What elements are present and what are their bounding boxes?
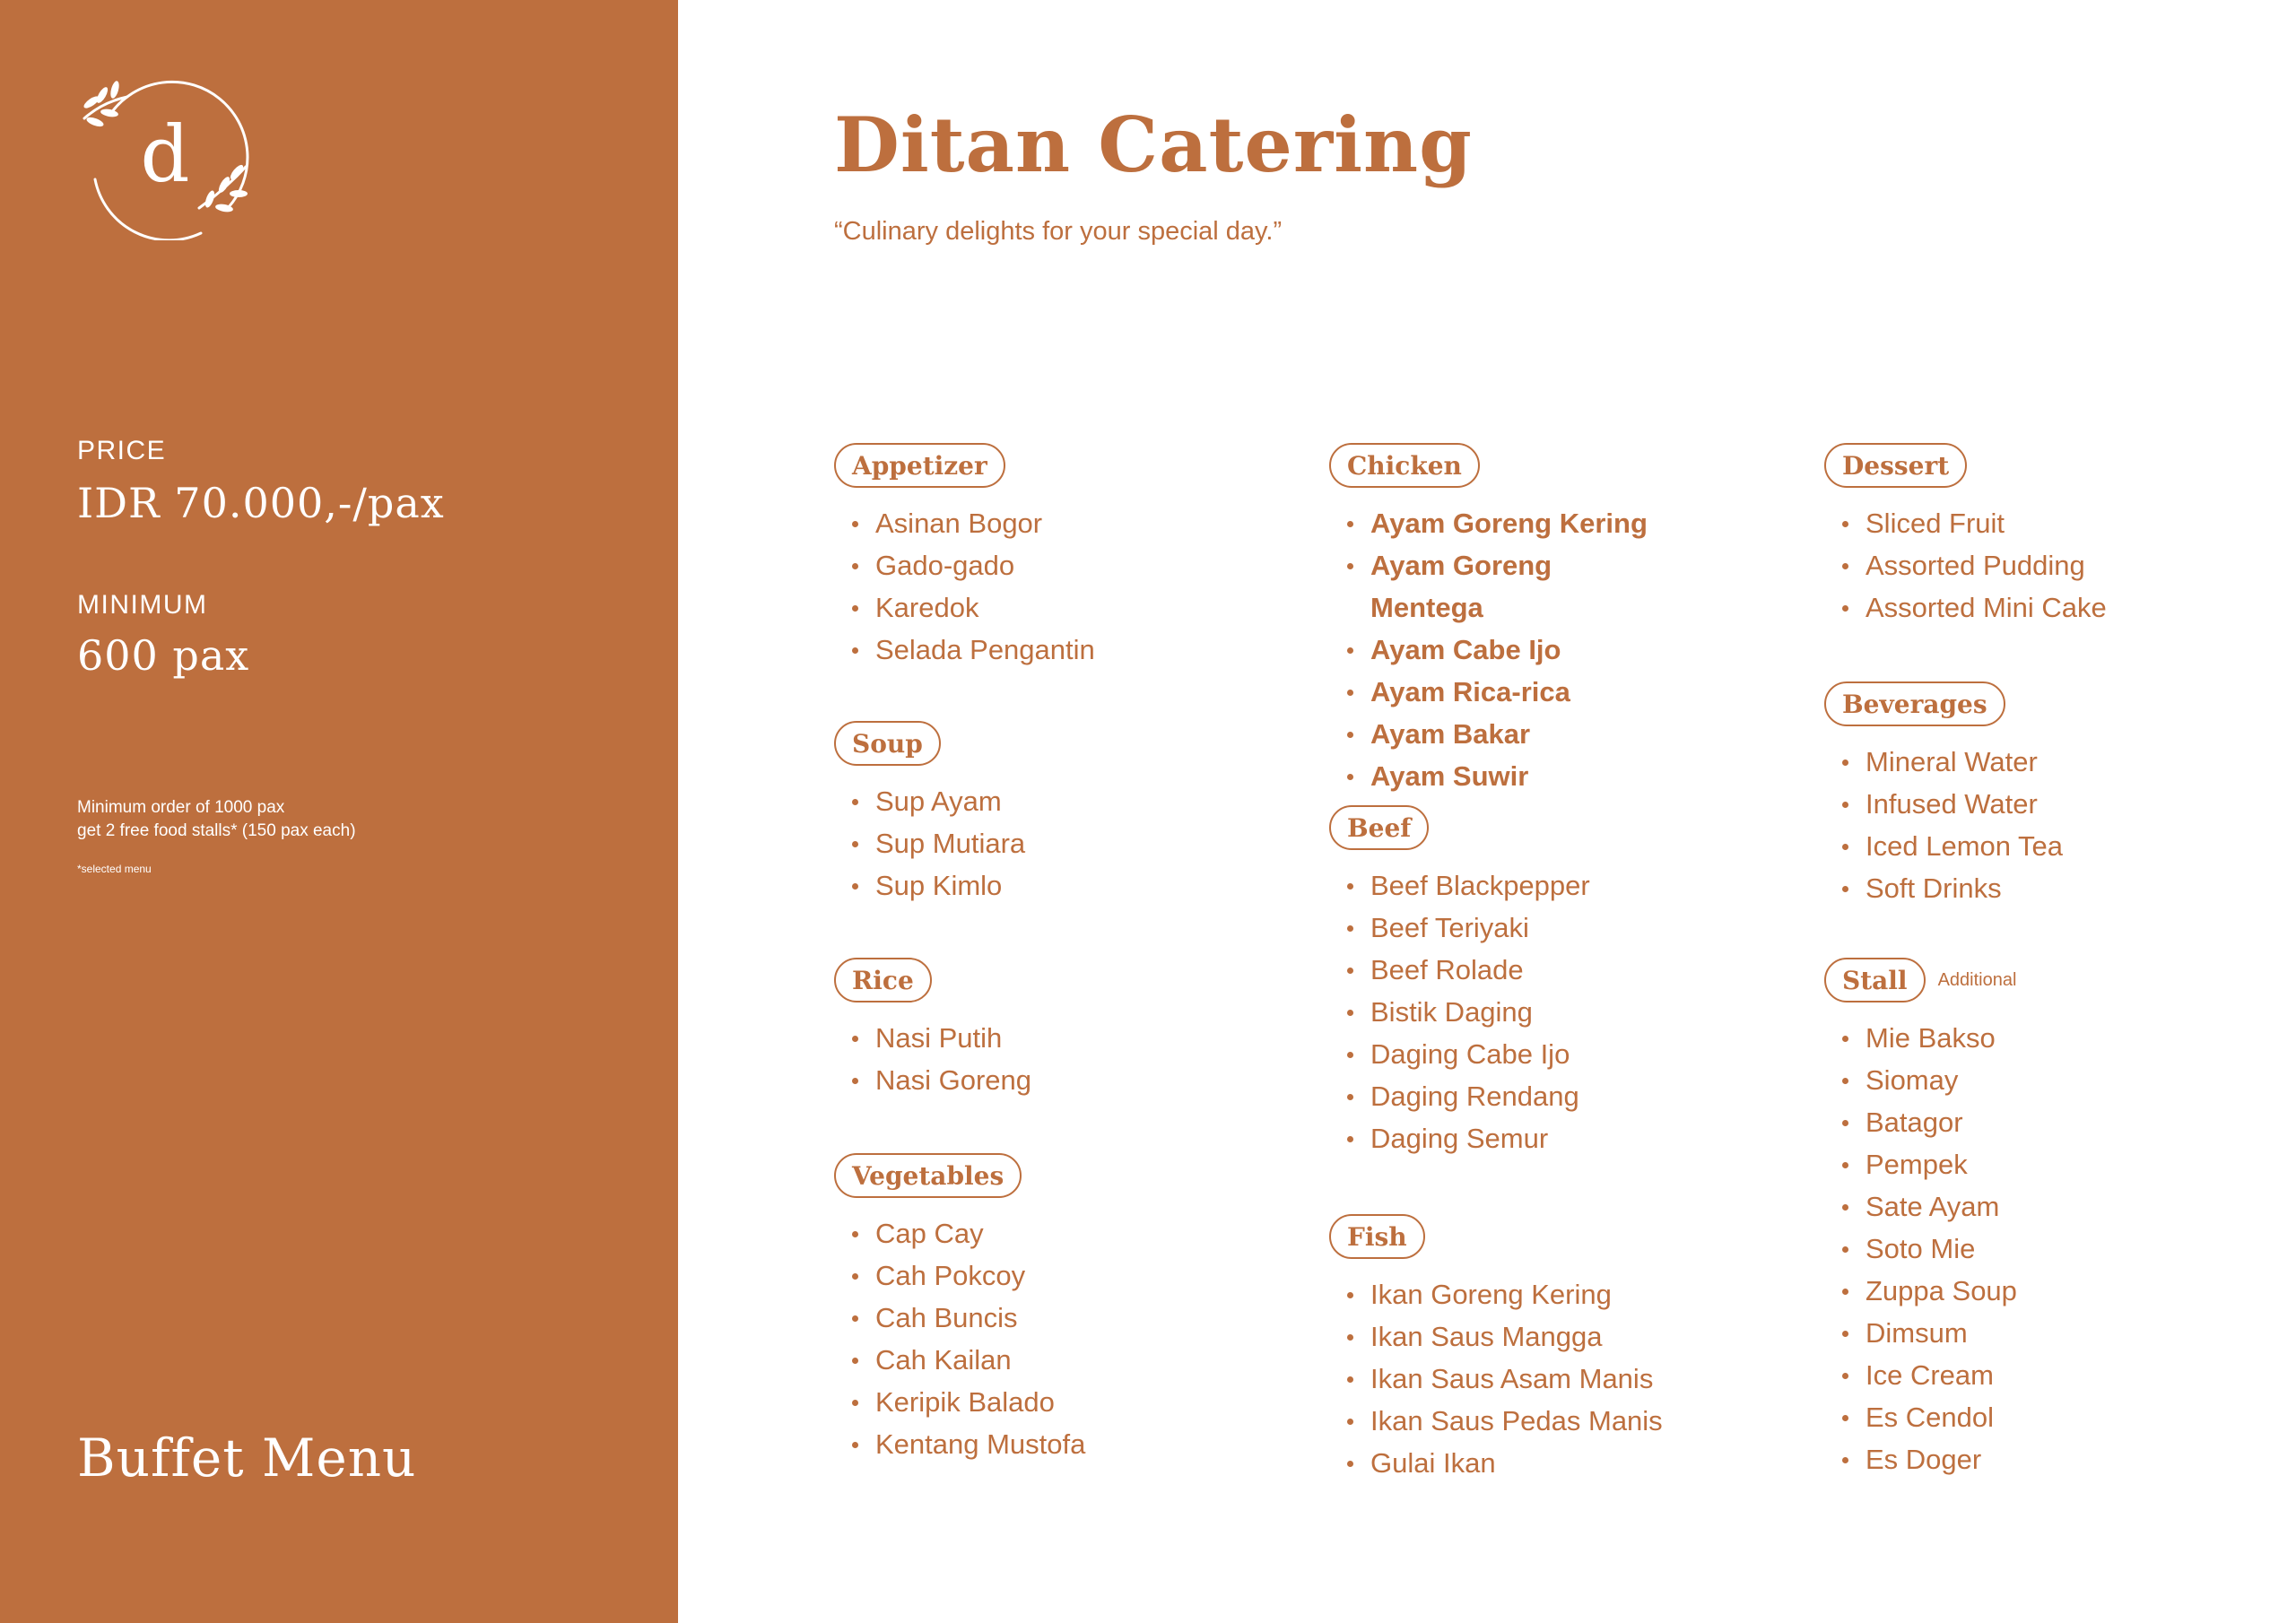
- list-item: Assorted Mini Cake: [1824, 586, 2107, 629]
- list-item: Assorted Pudding: [1824, 544, 2107, 586]
- rice-list: [834, 1017, 1031, 1101]
- list-item: Sate Ayam: [1824, 1185, 2017, 1228]
- leaf-wreath-logo-icon: [75, 74, 255, 240]
- section-beverages: [1824, 681, 2063, 909]
- list-item: Es Cendol: [1824, 1396, 2017, 1438]
- list-item: Ikan Saus Asam Manis: [1329, 1358, 1663, 1400]
- list-item: Ayam Rica-rica: [1329, 671, 1648, 713]
- section-soup: [834, 721, 1025, 907]
- beverages-list: [1824, 741, 2063, 909]
- list-item: Gulai Ikan: [1329, 1442, 1663, 1484]
- list-item: Karedok: [834, 586, 1095, 629]
- list-item: Cap Cay: [834, 1212, 1085, 1254]
- appetizer-list: [834, 502, 1095, 671]
- list-item: Beef Rolade: [1329, 949, 1590, 991]
- list-item: Siomay: [1824, 1059, 2017, 1101]
- list-item: Ikan Saus Mangga: [1329, 1315, 1663, 1358]
- list-item: Cah Buncis: [834, 1297, 1085, 1339]
- price-value: IDR 70.000,-/pax: [77, 479, 445, 527]
- dessert-list: [1824, 502, 2107, 629]
- sidebar: [0, 0, 678, 1623]
- list-item: Cah Kailan: [834, 1339, 1085, 1381]
- list-item: Daging Cabe Ijo: [1329, 1033, 1590, 1075]
- vegetables-list: [834, 1212, 1085, 1465]
- list-item: Iced Lemon Tea: [1824, 825, 2063, 867]
- section-rice: [834, 958, 1031, 1101]
- section-tag-vegetables: Vegetables: [834, 1153, 1022, 1198]
- list-item: Zuppa Soup: [1824, 1270, 2017, 1312]
- list-item: Gado-gado: [834, 544, 1095, 586]
- list-item: Ice Cream: [1824, 1354, 2017, 1396]
- list-item: Batagor: [1824, 1101, 2017, 1143]
- list-item: Mentega: [1370, 592, 1483, 623]
- list-item: Beef Teriyaki: [1329, 907, 1590, 949]
- section-tag-beverages: Beverages: [1824, 681, 2005, 726]
- section-chicken: [1329, 443, 1648, 797]
- section-tag-soup: Soup: [834, 721, 941, 766]
- list-item: Ayam Cabe Ijo: [1329, 629, 1648, 671]
- logo-letter: d: [140, 110, 190, 200]
- list-item: Nasi Goreng: [834, 1059, 1031, 1101]
- section-tag-beef: Beef: [1329, 805, 1429, 850]
- list-item: Beef Blackpepper: [1329, 864, 1590, 907]
- stall-additional-note: Additional: [1937, 969, 2017, 990]
- list-item: Daging Rendang: [1329, 1075, 1590, 1117]
- list-item: Kentang Mustofa: [834, 1423, 1085, 1465]
- minimum-value: 600 pax: [77, 631, 250, 680]
- section-dessert: [1824, 443, 2107, 629]
- minimum-order-note: [77, 796, 356, 843]
- tagline: “Culinary delights for your special day.”: [834, 217, 1283, 246]
- section-vegetables: [834, 1153, 1085, 1465]
- list-item: Es Doger: [1824, 1438, 2017, 1480]
- section-fish: [1329, 1214, 1663, 1484]
- section-tag-fish: Fish: [1329, 1214, 1425, 1259]
- section-tag-chicken: Chicken: [1329, 443, 1480, 488]
- list-item: Dimsum: [1824, 1312, 2017, 1354]
- list-item: Daging Semur: [1329, 1117, 1590, 1159]
- list-item: Selada Pengantin: [834, 629, 1095, 671]
- list-item: Asinan Bogor: [834, 502, 1095, 544]
- fish-list: [1329, 1273, 1663, 1484]
- price-label: PRICE: [77, 436, 167, 465]
- page-title: Ditan Catering: [834, 100, 1473, 189]
- list-item: Soft Drinks: [1824, 867, 2063, 909]
- list-item: Sup Ayam: [834, 780, 1025, 822]
- buffet-menu-title: Buffet Menu: [77, 1428, 417, 1488]
- list-item: Nasi Putih: [834, 1017, 1031, 1059]
- list-item: Sup Mutiara: [834, 822, 1025, 864]
- section-stall: [1824, 958, 2017, 1480]
- section-appetizer: [834, 443, 1095, 671]
- list-item: Ayam Goreng: [1329, 544, 1648, 586]
- list-item: Mineral Water: [1824, 741, 2063, 783]
- list-item: Bistik Daging: [1329, 991, 1590, 1033]
- list-item: Ayam Bakar: [1329, 713, 1648, 755]
- section-tag-rice: Rice: [834, 958, 932, 1002]
- note-line-2: get 2 free food stalls* (150 pax each): [77, 821, 356, 840]
- list-item: Pempek: [1824, 1143, 2017, 1185]
- list-item: Ayam Goreng Kering: [1329, 502, 1648, 544]
- list-item: Soto Mie: [1824, 1228, 2017, 1270]
- beef-list: [1329, 864, 1590, 1159]
- list-item: Cah Pokcoy: [834, 1254, 1085, 1297]
- note-line-1: Minimum order of 1000 pax: [77, 798, 285, 817]
- section-tag-stall: Stall: [1824, 958, 1926, 1002]
- soup-list: [834, 780, 1025, 907]
- selected-menu-footnote: *selected menu: [77, 863, 152, 875]
- stall-header: [1824, 958, 2017, 1002]
- chicken-list: [1329, 502, 1648, 797]
- menu-content: [678, 0, 2296, 1623]
- section-tag-dessert: Dessert: [1824, 443, 1967, 488]
- list-item: Keripik Balado: [834, 1381, 1085, 1423]
- minimum-label: MINIMUM: [77, 590, 208, 620]
- list-item: Infused Water: [1824, 783, 2063, 825]
- list-item: Ikan Goreng Kering: [1329, 1273, 1663, 1315]
- stall-list: [1824, 1017, 2017, 1480]
- list-item: Ayam Suwir: [1329, 755, 1648, 797]
- list-item: Sliced Fruit: [1824, 502, 2107, 544]
- list-item: Ikan Saus Pedas Manis: [1329, 1400, 1663, 1442]
- section-beef: [1329, 805, 1590, 1159]
- section-tag-appetizer: Appetizer: [834, 443, 1005, 488]
- list-item: Mie Bakso: [1824, 1017, 2017, 1059]
- list-item: Sup Kimlo: [834, 864, 1025, 907]
